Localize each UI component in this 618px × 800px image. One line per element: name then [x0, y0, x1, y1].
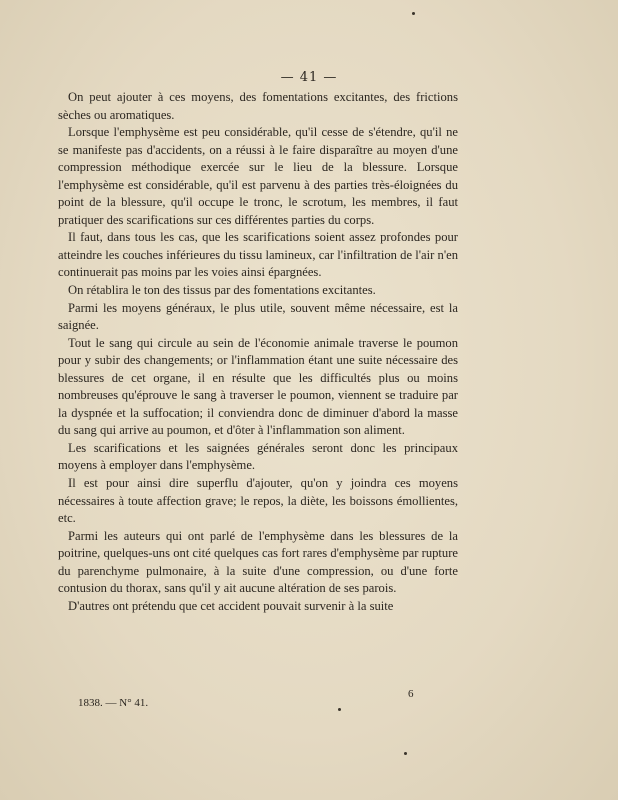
signature-mark: 1838. — N° 41.	[78, 697, 149, 709]
paragraph: Parmi les auteurs qui ont parlé de l'emphysème dans les blessures de la poitrine, quelques-uns ont cité quelques cas fort rares d'emphysème par rupture du parenchyme pulmonaire, à la suite d'une compression, ou d'une forte contusion du thorax, sans qu'il y ait aucune altération de ses parois.	[58, 528, 458, 596]
paragraph: Il faut, dans tous les cas, que les scarifications soient assez profondes pour atteindre les couches inférieures du tissu lamineux, car l'infiltration de l'air n'en continuerait pas moins par les voies ainsi épargnées.	[58, 230, 458, 280]
paragraph: Lorsque l'emphysème est peu considérable, qu'il cesse de s'étendre, qu'il ne se manifeste pas d'accidents, on a réussi à le faire disparaître au moyen d'une compression méthodique exercée sur le lieu de la blessure. Lorsque l'emphysème est considérable, qu'il est parvenu à des parties très-éloignées du point de la blessure, qu'il occupe le tronc, le scrotum, les membres, il faut pratiquer des scarifications sur ces différentes parties du corps.	[58, 125, 458, 227]
paragraph: Parmi les moyens généraux, le plus utile, souvent même nécessaire, est la saignée.	[58, 300, 458, 333]
paper-speck	[338, 708, 341, 711]
paper-speck	[404, 752, 407, 755]
paragraph: Il est pour ainsi dire superflu d'ajouter, qu'on y joindra ces moyens nécessaires à toute affection grave; le repos, la diète, les boissons émollientes, etc.	[58, 476, 458, 526]
paragraph: Tout le sang qui circule au sein de l'économie animale traverse le poumon pour y subir des changements; or l'inflammation étant une suite nécessaire des blessures de cet organe, il en résulte que les difficultés plus ou moins nombreuses qu'éprouve le sang à traverser le poumon, viennent se traduire par la dyspnée et la suffocation; il conviendra donc de diminuer d'abord la masse du sang qui arrive au poumon, et d'ôter à l'inflammation son aliment.	[58, 335, 458, 438]
paragraph: D'autres ont prétendu que cet accident pouvait survenir à la suite	[68, 598, 394, 613]
paragraph: On peut ajouter à ces moyens, des fomentations excitantes, des frictions sèches ou aromatiques.	[58, 90, 458, 122]
paragraph: Les scarifications et les saignées générales seront donc les principaux moyens à employer dans l'emphysème.	[58, 440, 458, 473]
page-number: — 41 —	[280, 70, 338, 85]
body-text	[58, 89, 458, 615]
sheet-number: 6	[408, 688, 414, 700]
paragraph: On rétablira le ton des tissus par des fomentations excitantes.	[68, 283, 376, 298]
paper-speck	[412, 12, 415, 15]
